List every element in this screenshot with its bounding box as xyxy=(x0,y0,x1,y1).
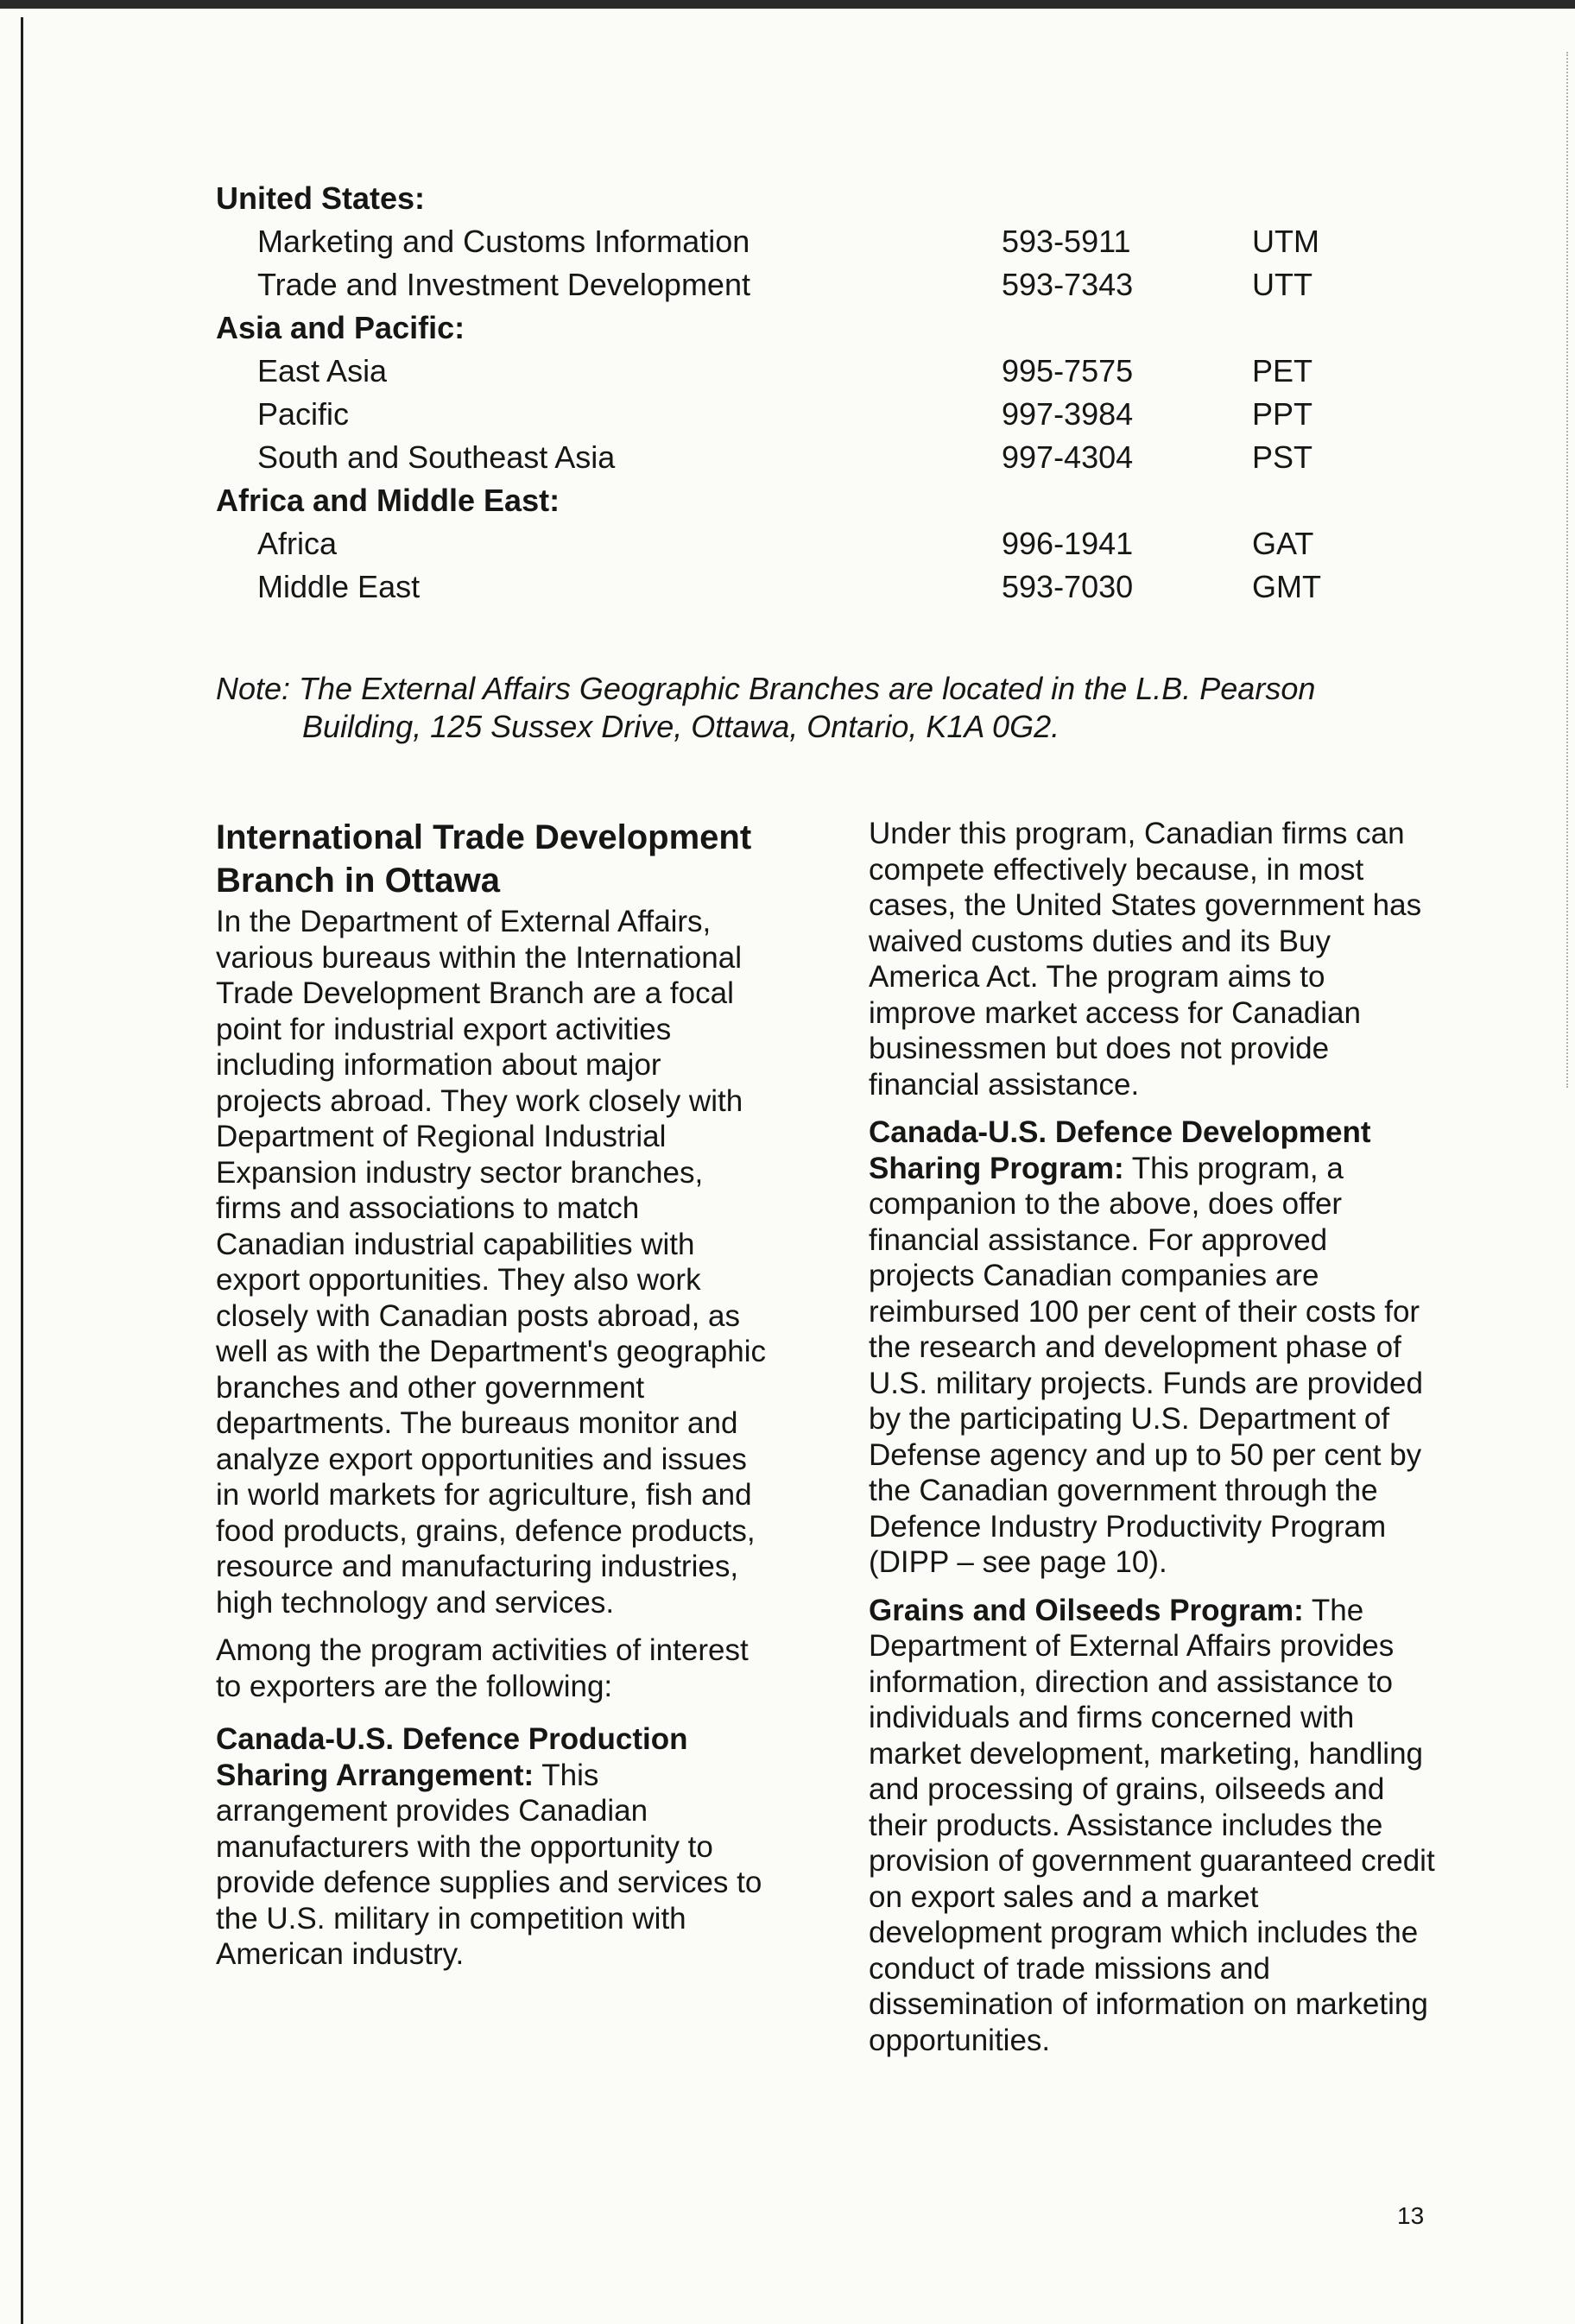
entry-phone: 593-7030 xyxy=(1002,569,1134,604)
entry-code: PST xyxy=(1252,439,1313,475)
right-edge-speckle xyxy=(1566,52,1570,1088)
entry-phone: 995-7575 xyxy=(1002,353,1134,388)
program-paragraph xyxy=(869,1115,1439,1581)
entry-phone: 997-4304 xyxy=(1002,439,1134,475)
top-scan-border xyxy=(0,0,1575,9)
section-title: International Trade Development Branch in Ottawa xyxy=(216,818,752,900)
program-name: Canada-U.S. Defence Production Sharing Arrangement: xyxy=(216,1722,688,1792)
note-line: Building, 125 Sussex Drive, Ottawa, Ontario, K1A 0G2. xyxy=(302,709,1060,744)
note-line: Note: The External Affairs Geographic Branches are located in the L.B. Pearson xyxy=(216,671,1316,706)
address-note xyxy=(216,670,1425,746)
directory-entry xyxy=(216,565,1425,609)
entry-name: Pacific xyxy=(257,396,350,432)
branch-directory xyxy=(216,177,1425,609)
page-number: 13 xyxy=(1397,2202,1425,2229)
program-description: This arrangement provides Canadian manufacturers with the opportunity to provide defence supplies and services to the U.S. military in competition with American industry. xyxy=(216,1758,762,1971)
program-paragraph xyxy=(216,1721,769,1973)
paragraph: In the Department of External Affairs, various bureaus within the International Trade Development Branch are a focal point for industrial export activities including information about major projects abroad. They work closely with Department of Regional Industrial Expansion industry sector branches, firms and associations to match Canadian industrial capabilities with export opportunities. They also work closely with Canadian posts abroad, as well as with the Department's geographic branches and other government departments. The bureaus monitor and analyze export opportunities and issues in world markets for agriculture, fish and food products, grains, defence products, resource and manufacturing industries, high technology and services. xyxy=(216,905,767,1620)
entry-name: Marketing and Customs Information xyxy=(257,224,750,259)
group-heading: United States: xyxy=(216,180,426,216)
right-column xyxy=(869,816,1439,2070)
left-column xyxy=(216,816,769,1985)
directory-entry xyxy=(216,522,1425,565)
directory-entry xyxy=(216,436,1425,479)
directory-entry xyxy=(216,350,1425,393)
directory-entry xyxy=(216,263,1425,306)
program-description: This program, a companion to the above, does offer financial assistance. For approved projects Canadian companies are reimbursed 100 per cent of their costs for the research and development phase of U.S. military projects. Funds are provided by the participating U.S. Department of Defense agency and up to 50 per cent by the Canadian government through the Defence Industry Productivity Program (DIPP – see page 10). xyxy=(869,1151,1423,1579)
entry-code: GAT xyxy=(1252,526,1314,561)
entry-phone: 997-3984 xyxy=(1002,396,1134,432)
group-heading: Africa and Middle East: xyxy=(216,483,560,518)
entry-phone: 996-1941 xyxy=(1002,526,1134,561)
entry-name: Trade and Investment Development xyxy=(257,267,750,302)
entry-code: UTT xyxy=(1252,267,1312,302)
entry-name: South and Southeast Asia xyxy=(257,439,616,475)
directory-entry xyxy=(216,393,1425,436)
entry-name: East Asia xyxy=(257,353,388,388)
program-paragraph xyxy=(869,1593,1439,2059)
directory-group-united-states xyxy=(216,177,1425,306)
directory-group-asia-pacific xyxy=(216,306,1425,479)
entry-name: Middle East xyxy=(257,569,421,604)
entry-phone: 593-7343 xyxy=(1002,267,1134,302)
program-name: Grains and Oilseeds Program: xyxy=(869,1593,1304,1627)
left-margin-rule xyxy=(21,17,23,2324)
entry-code: PET xyxy=(1252,353,1313,388)
program-description: The Department of External Affairs provides information, direction and assistance to individuals and firms concerned with market development, marketing, handling and processing of grains, oilseeds and their products. Assistance includes the provision of government guaranteed credit on export sales and a market development program which includes the conduct of trade missions and dissemination of information on marketing opportunities. xyxy=(869,1593,1435,2057)
entry-code: GMT xyxy=(1252,569,1321,604)
entry-code: PPT xyxy=(1252,396,1313,432)
directory-entry xyxy=(216,220,1425,263)
entry-name: Africa xyxy=(257,526,338,561)
paragraph: Among the program activities of interest to exporters are the following: xyxy=(216,1633,749,1703)
entry-phone: 593-5911 xyxy=(1002,224,1131,259)
group-heading: Asia and Pacific: xyxy=(216,310,465,345)
directory-group-africa-middle-east xyxy=(216,479,1425,609)
paragraph: Under this program, Canadian firms can compete effectively because, in most cases, the United States government has waived customs duties and its Buy America Act. The program aims to improve market access for Canadian businessmen but does not provide financial assistance. xyxy=(869,817,1422,1102)
entry-code: UTM xyxy=(1252,224,1319,259)
program-name: Canada-U.S. Defence Development Sharing Program: xyxy=(869,1115,1371,1185)
